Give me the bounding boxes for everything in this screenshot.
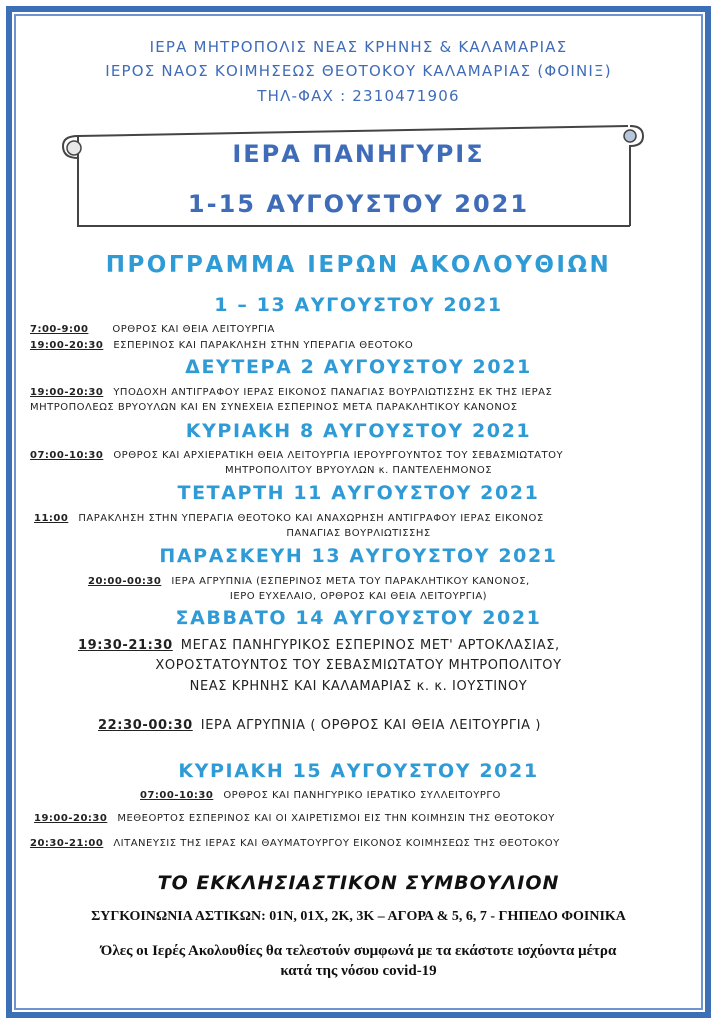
day-heading: ΤΕΤΑΡΤΗ 11 ΑΥΓΟΥΣΤΟΥ 2021 <box>177 482 540 504</box>
service-text: ΠΑΡΑΚΛΗΣΗ ΣΤΗΝ ΥΠΕΡΑΓΙΑ ΘΕΟΤΟΚΟ ΚΑΙ ΑΝΑΧΩΡΗΣΗ ΑΝΤΙΓΡΑΦΟΥ ΙΕΡΑΣ ΕΙΚΟΝΟΣ <box>78 513 544 524</box>
service-line <box>30 387 552 398</box>
service-line <box>30 324 275 335</box>
service-text: ΟΡΘΡΟΣ ΚΑΙ ΘΕΙΑ ΛΕΙΤΟΥΡΓΙΑ <box>112 324 275 335</box>
service-text: ΟΡΘΡΟΣ ΚΑΙ ΑΡΧΙΕΡΑΤΙΚΗ ΘΕΙΑ ΛΕΙΤΟΥΡΓΙΑ ΙΕΡΟΥΡΓΟΥΝΤΟΣ ΤΟΥ ΣΕΒΑΣΜΙΩΤΑΤΟΥ <box>113 450 564 461</box>
phone-fax: ΤΗΛ-ΦΑΧ : 2310471906 <box>257 87 460 105</box>
service-line-continued: ΙΕΡΟ ΕΥΧΕΛΑΙΟ, ΟΡΘΡΟΣ ΚΑΙ ΘΕΙΑ ΛΕΙΤΟΥΡΓΙΑ) <box>229 591 488 602</box>
festival-title: ΙΕΡΑ ΠΑΝΗΓΥΡΙΣ <box>232 140 485 168</box>
day-heading: ΚΥΡΙΑΚΗ 8 ΑΥΓΟΥΣΤΟΥ 2021 <box>185 420 532 442</box>
service-time: 7:00-9:00 <box>30 324 89 335</box>
service-time: 07:00-10:30 <box>140 790 214 801</box>
covid-notice-line2: κατά της νόσου covid-19 <box>280 963 437 979</box>
service-text: ΙΕΡΑ ΑΓΡΥΠΝΙΑ (ΕΣΠΕΡΙΝΟΣ ΜΕΤΑ ΤΟΥ ΠΑΡΑΚΛΗΤΙΚΟΥ ΚΑΝΟΝΟΣ, <box>171 576 530 587</box>
service-line <box>34 813 555 824</box>
transport-info: ΣΥΓΚΟΙΝΩΝΙΑ ΑΣΤΙΚΩΝ: 01Ν, 01Χ, 2Κ, 3Κ – ΑΓΟΡΑ & 5, 6, 7 - ΓΗΠΕΔΟ ΦΟΙΝΙΚΑ <box>91 909 626 924</box>
service-text: ΜΕΓΑΣ ΠΑΝΗΓΥΡΙΚΟΣ ΕΣΠΕΡΙΝΟΣ ΜΕΤ' ΑΡΤΟΚΛΑΣΙΑΣ, <box>180 638 560 653</box>
service-line <box>140 790 501 801</box>
service-time: 22:30-00:30 <box>98 718 193 733</box>
program-title: ΠΡΟΓΡΑΜΜΑ ΙΕΡΩΝ ΑΚΟΛΟΥΘΙΩΝ <box>105 252 612 278</box>
service-time: 20:00-00:30 <box>88 576 162 587</box>
service-text: ΜΕΘΕΟΡΤΟΣ ΕΣΠΕΡΙΝΟΣ ΚΑΙ ΟΙ ΧΑΙΡΕΤΙΣΜΟΙ ΕΙΣ ΤΗΝ ΚΟΙΜΗΣΙΝ ΤΗΣ ΘΕΟΤΟΚΟΥ <box>117 813 555 824</box>
day-heading: ΠΑΡΑΣΚΕΥΗ 13 ΑΥΓΟΥΣΤΟΥ 2021 <box>159 545 558 567</box>
church-name: ΙΕΡΟΣ ΝΑΟΣ ΚΟΙΜΗΣΕΩΣ ΘΕΟΤΟΚΟΥ ΚΑΛΑΜΑΡΙΑΣ (ΦΟΙΝΙΞ) <box>105 62 612 80</box>
church-council: ΤΟ ΕΚΚΛΗΣΙΑΣΤΙΚΟΝ ΣΥΜΒΟΥΛΙΟΝ <box>157 872 560 894</box>
day-heading: ΚΥΡΙΑΚΗ 15 ΑΥΓΟΥΣΤΟΥ 2021 <box>178 760 539 782</box>
service-text: ΟΡΘΡΟΣ ΚΑΙ ΠΑΝΗΓΥΡΙΚΟ ΙΕΡΑΤΙΚΟ ΣΥΛΛΕΙΤΟΥΡΓΟ <box>223 790 501 801</box>
service-time: 19:00-20:30 <box>30 340 104 351</box>
service-line <box>78 638 560 653</box>
day-heading: ΔΕΥΤΕΡΑ 2 ΑΥΓΟΥΣΤΟΥ 2021 <box>185 356 532 378</box>
service-text: ΕΣΠΕΡΙΝΟΣ ΚΑΙ ΠΑΡΑΚΛΗΣΗ ΣΤΗΝ ΥΠΕΡΑΓΙΑ ΘΕΟΤΟΚΟ <box>113 340 414 351</box>
service-time: 20:30-21:00 <box>30 838 104 849</box>
service-line <box>34 513 544 524</box>
day-heading: 1 – 13 ΑΥΓΟΥΣΤΟΥ 2021 <box>214 294 503 316</box>
festival-dates: 1-15 ΑΥΓΟΥΣΤΟΥ 2021 <box>187 190 530 218</box>
service-line <box>30 340 413 351</box>
service-line-continued: ΠΑΝΑΓΙΑΣ ΒΟΥΡΛΙΩΤΙΣΣΗΣ <box>286 528 431 539</box>
covid-notice-line1: Όλες οι Ιερές Ακολουθίες θα τελεστούν συμφωνά με τα εκάστοτε ισχύοντα μέτρα <box>100 943 617 959</box>
service-time: 11:00 <box>34 513 69 524</box>
day-heading: ΣΑΒΒΑΤΟ 14 ΑΥΓΟΥΣΤΟΥ 2021 <box>175 607 542 629</box>
service-line <box>30 450 563 461</box>
service-time: 19:30-21:30 <box>78 638 173 653</box>
service-time: 19:00-20:30 <box>30 387 104 398</box>
service-time: 19:00-20:30 <box>34 813 108 824</box>
service-line <box>98 718 541 733</box>
metropolis-name: ΙΕΡΑ ΜΗΤΡΟΠΟΛΙΣ ΝΕΑΣ ΚΡΗΝΗΣ & ΚΑΛΑΜΑΡΙΑΣ <box>149 38 568 56</box>
service-text: ΛΙΤΑΝΕΥΣΙΣ ΤΗΣ ΙΕΡΑΣ ΚΑΙ ΘΑΥΜΑΤΟΥΡΓΟΥ ΕΙΚΟΝΟΣ ΚΟΙΜΗΣΕΩΣ ΤΗΣ ΘΕΟΤΟΚΟΥ <box>113 838 560 849</box>
service-time: 07:00-10:30 <box>30 450 104 461</box>
service-line <box>30 838 560 849</box>
service-line <box>88 576 530 587</box>
service-line-continued: ΜΗΤΡΟΠΟΛΕΩΣ ΒΡΥΟΥΛΩΝ ΚΑΙ ΕΝ ΣΥΝΕΧΕΙΑ ΕΣΠΕΡΙΝΟΣ ΜΕΤΑ ΠΑΡΑΚΛΗΤΙΚΟΥ ΚΑΝΟΝΟΣ <box>30 402 518 413</box>
service-text: ΥΠΟΔΟΧΗ ΑΝΤΙΓΡΑΦΟΥ ΙΕΡΑΣ ΕΙΚΟΝΟΣ ΠΑΝΑΓΙΑΣ ΒΟΥΡΛΙΩΤΙΣΣΗΣ ΕΚ ΤΗΣ ΙΕΡΑΣ <box>113 387 553 398</box>
service-line-continued: ΝΕΑΣ ΚΡΗΝΗΣ ΚΑΙ ΚΑΛΑΜΑΡΙΑΣ κ. κ. ΙΟΥΣΤΙΝΟΥ <box>189 679 528 694</box>
service-text: ΙΕΡΑ ΑΓΡΥΠΝΙΑ ( ΟΡΘΡΟΣ ΚΑΙ ΘΕΙΑ ΛΕΙΤΟΥΡΓΙΑ ) <box>200 718 542 733</box>
service-line-continued: ΧΟΡΟΣΤΑΤΟΥΝΤΟΣ ΤΟΥ ΣΕΒΑΣΜΙΩΤΑΤΟΥ ΜΗΤΡΟΠΟΛΙΤΟΥ <box>155 658 562 673</box>
service-line-continued: ΜΗΤΡΟΠΟΛΙΤΟΥ ΒΡΥΟΥΛΩΝ κ. ΠΑΝΤΕΛΕΗΜΟΝΟΣ <box>224 465 493 476</box>
